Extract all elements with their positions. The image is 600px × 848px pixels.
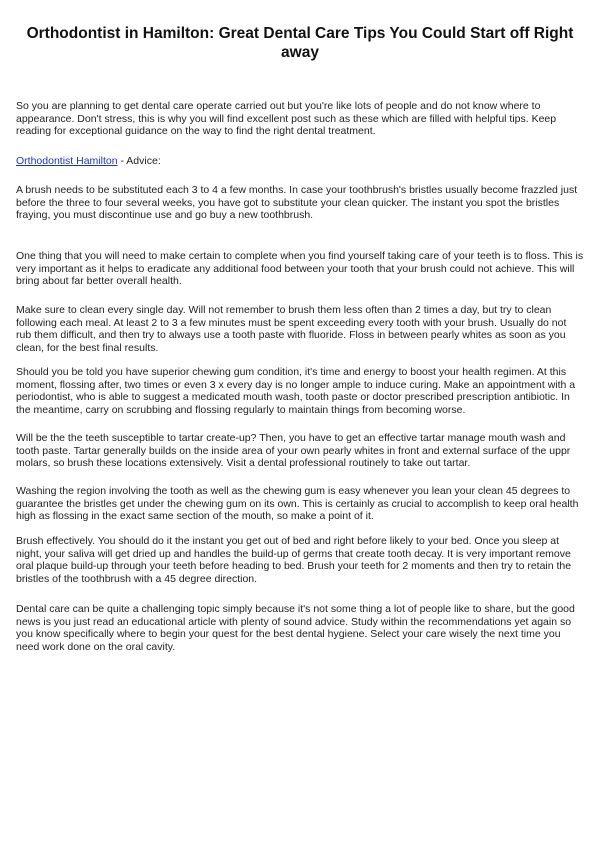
- body-paragraph-1: A brush needs to be substituted each 3 to 4 a few months. In case your toothbrush's bristles usually become frazzled just before the three to four several weeks, you have got to substitute your clean quicker. The instant you spot the bristles fraying, you must discontinue use and go buy a new toothbrush.: [16, 184, 578, 222]
- body-paragraph-4: Should you be told you have superior chewing gum condition, it's time and energy to boost your health regimen. At this moment, flossing after, two times or even 3 x every day is no longer ample to induce curing. Make an appointment with a periodontist, who is able to suggest a medicated mouth wash, tooth paste or doctor prescribed prescription antibiotic. In the meantime, carry on scrubbing and flossing regularly to maintain things from becoming worse.: [16, 366, 576, 416]
- body-paragraph-2: One thing that you will need to make certain to complete when you find yourself taking care of your teeth is to floss. This is very important as it helps to eradicate any additional food between your tooth that your brush could not achieve. This will bring about far better overall health.: [16, 250, 584, 288]
- page-title: Orthodontist in Hamilton: Great Dental Care Tips You Could Start off Right away: [26, 25, 574, 61]
- body-paragraph-3: Make sure to clean every single day. Will not remember to brush them less often than 2 times a day, but try to clean following each meal. At least 2 to 3 a few minutes must be spent exceeding every tooth with your brush. Usually do not rub them difficult, and then try to always use a tooth paste with fluoride. Floss in between pearly whites as soon as you clean, for the best final results.: [16, 304, 567, 354]
- intro-paragraph: So you are planning to get dental care operate carried out but you're like lots of people and do not know where to appearance. Don't stress, this is why you will find excellent post such as these which are filled with helpful tips. Keep reading for exceptional guidance on the way to find the right dental treatment.: [16, 100, 557, 138]
- body-paragraph-5: Will be the the teeth susceptible to tartar create-up? Then, you have to get an effective tartar manage mouth wash and tooth paste. Tartar generally builds on the inside area of your own pearly whites in front and external surface of the uppr molars, so brush these locations extensively. Visit a dental professional routinely to take out tartar.: [16, 432, 571, 470]
- advice-suffix: - Advice:: [117, 155, 161, 167]
- body-paragraph-7: Brush effectively. You should do it the instant you get out of bed and right before likely to your bed. Once you sleep at night, your saliva will get dried up and handles the build-up of germs that create tooth decay. It is very important remove oral plaque build-up through your teeth before heading to bed. Brush your teeth for 2 moments and then try to retain the bristles of the toothbrush with a 45 degree direction.: [16, 535, 572, 585]
- body-paragraph-8: Dental care can be quite a challenging topic simply because it's not some thing a lot of people like to share, but the good news is you just read an educational article with plenty of sound advice. Study within the recommendations yet again so you know specifically where to begin your quest for the best dental hygiene. Select your care wisely the next time you need work done on the oral cavity.: [16, 603, 575, 653]
- body-paragraph-6: Washing the region involving the tooth as well as the chewing gum is easy whenever you lean your clean 45 degrees to guarantee the bristles get under the chewing gum on its own. This is certainly as crucial to accomplish to keep oral health high as flossing in the exact same section of the mouth, so make a point of it.: [16, 485, 579, 523]
- orthodontist-hamilton-link[interactable]: Orthodontist Hamilton: [16, 155, 118, 167]
- advice-line: [16, 155, 584, 168]
